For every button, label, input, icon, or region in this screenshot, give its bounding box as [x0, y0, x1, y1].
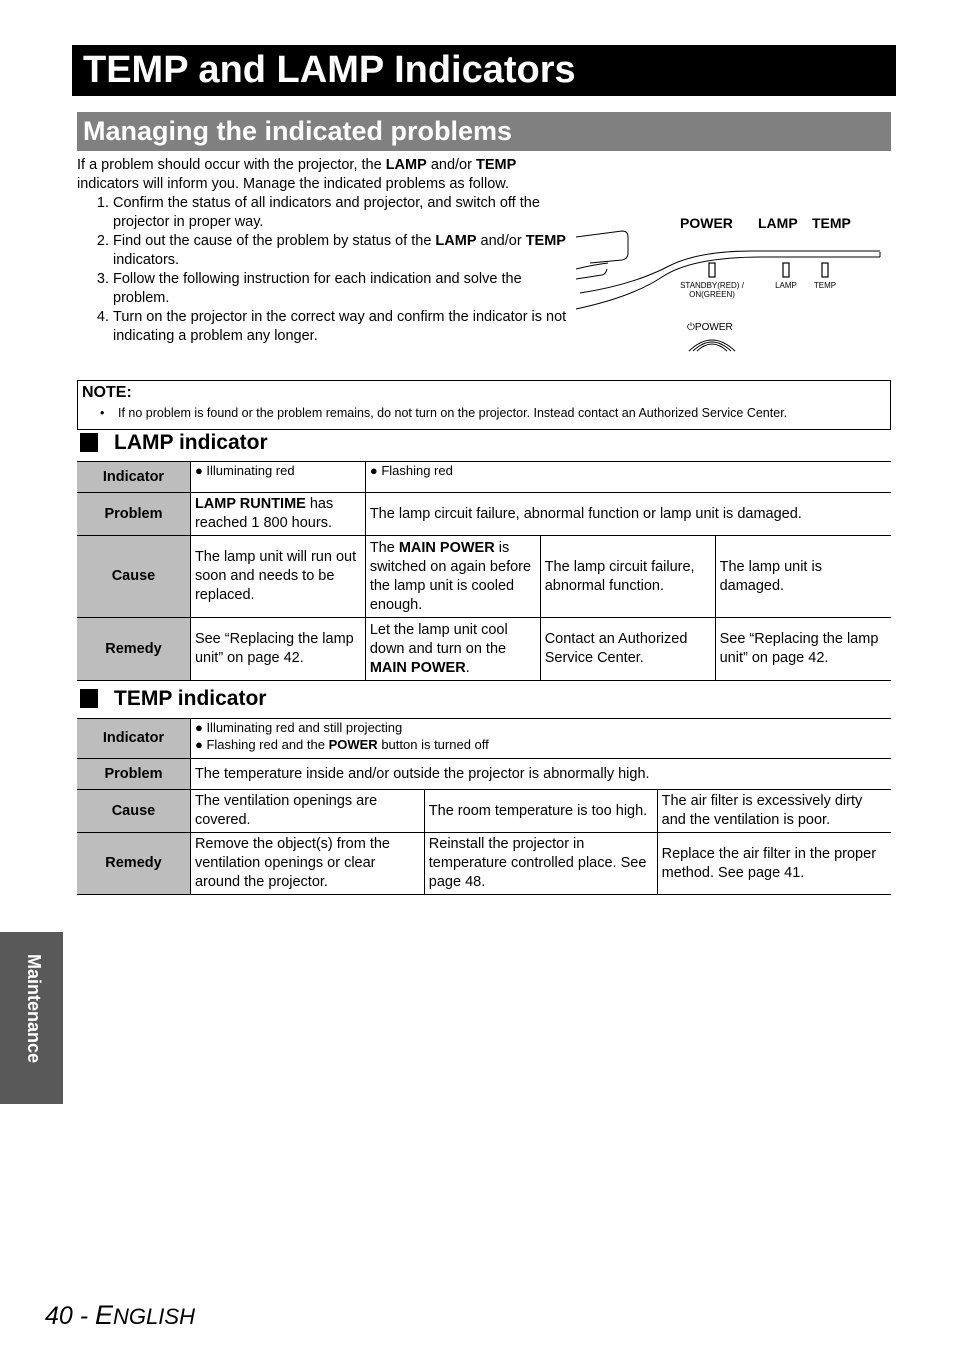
table-cell: The lamp unit will run out soon and needs to be replaced. — [190, 536, 365, 618]
row-header: Indicator — [77, 462, 190, 493]
step-1: 1. Confirm the status of all indicators and projector, and switch off the projector in proper way. — [113, 194, 567, 232]
table-cell: ● Illuminating red and still projecting ● Flashing red and the POWER button is turned off — [190, 719, 891, 759]
section-title: Managing the indicated problems — [83, 116, 513, 146]
page-footer: 40 - ENGLISH — [45, 1300, 195, 1330]
table-row — [77, 462, 891, 493]
steps-list — [77, 194, 567, 346]
title-bar — [72, 45, 896, 96]
side-tab-maintenance[interactable] — [0, 932, 63, 1104]
side-tab-label: Maintenance — [24, 954, 44, 1064]
table-row — [77, 618, 891, 681]
lamp-table — [77, 461, 891, 681]
power-symbol-icon: ⏻ — [687, 322, 695, 333]
table-row — [77, 493, 891, 536]
table-cell: The MAIN POWER is switched on again before the lamp unit is cooled enough. — [365, 536, 540, 618]
note-text: If no problem is found or the problem remains, do not turn on the projector. Instead contact an Authorized Service Center. — [118, 406, 788, 420]
table-cell: The air filter is excessively dirty and the ventilation is poor. — [657, 790, 891, 833]
row-header: Remedy — [77, 618, 190, 681]
bullet-icon: ● — [194, 463, 203, 478]
row-header: Indicator — [77, 719, 190, 759]
page-number: 40 - — [45, 1302, 96, 1330]
temp-table — [77, 718, 891, 895]
row-header: Problem — [77, 759, 190, 790]
table-cell: See “Replacing the lamp unit” on page 42. — [190, 618, 365, 681]
step-4: 4. Turn on the projector in the correct way and confirm the indicator is not indicating a problem any longer. — [113, 308, 567, 346]
lamp-led-icon — [783, 263, 789, 277]
table-cell: The lamp circuit failure, abnormal function. — [540, 536, 715, 618]
table-row — [77, 759, 891, 790]
table-cell: The ventilation openings are covered. — [190, 790, 424, 833]
square-bullet-icon — [80, 433, 98, 452]
bullet-icon: • — [100, 406, 105, 420]
table-cell: ● Flashing red — [365, 462, 891, 493]
power-led-icon — [709, 263, 715, 277]
note-box — [77, 380, 891, 430]
table-cell: Remove the object(s) from the ventilation openings or clear around the projector. — [190, 833, 424, 895]
intro-paragraph: If a problem should occur with the projector, the LAMP and/or TEMP indicators will inform you. Manage the indicated problems as follow. — [77, 157, 517, 192]
table-cell: The lamp unit is damaged. — [715, 536, 891, 618]
step-3: 3. Follow the following instruction for each indication and solve the problem. — [113, 270, 567, 308]
table-cell: LAMP RUNTIME has reached 1 800 hours. — [190, 493, 365, 536]
table-cell: Let the lamp unit cool down and turn on the MAIN POWER. — [365, 618, 540, 681]
page-title: TEMP and LAMP Indicators — [83, 49, 576, 91]
table-cell: The room temperature is too high. — [424, 790, 657, 833]
lamp-small-label: LAMP — [775, 281, 797, 290]
table-cell: Contact an Authorized Service Center. — [540, 618, 715, 681]
temp-indicator-title: TEMP indicator — [114, 687, 267, 710]
lamp-indicator-title: LAMP indicator — [114, 431, 268, 454]
table-row — [77, 833, 891, 895]
standby-small-label: STANDBY(RED) / ON(GREEN) — [680, 281, 744, 299]
note-title: NOTE: — [82, 384, 132, 401]
table-cell: Reinstall the projector in temperature controlled place. See page 48. — [424, 833, 657, 895]
diagram-temp-label: TEMP — [812, 215, 851, 231]
step-2: 2. Find out the cause of the problem by status of the LAMP and/or TEMP indicators. — [113, 232, 567, 270]
table-cell: The temperature inside and/or outside the projector is abnormally high. — [190, 759, 891, 790]
row-header: Cause — [77, 790, 190, 833]
square-bullet-icon — [80, 689, 98, 708]
table-row — [77, 719, 891, 759]
table-cell: Replace the air filter in the proper method. See page 41. — [657, 833, 891, 895]
table-cell: The lamp circuit failure, abnormal function or lamp unit is damaged. — [365, 493, 891, 536]
intro-text — [77, 156, 567, 346]
bullet-icon: ● — [194, 720, 203, 735]
section-bar — [77, 112, 891, 151]
diagram-lamp-label: LAMP — [758, 215, 798, 231]
row-header: Remedy — [77, 833, 190, 895]
temp-led-icon — [822, 263, 828, 277]
bullet-icon: ● — [369, 463, 378, 478]
table-cell: ● Illuminating red — [190, 462, 365, 493]
bullet-icon: ● — [194, 737, 203, 752]
temp-small-label: TEMP — [813, 281, 837, 290]
indicator-panel-diagram — [572, 205, 892, 360]
row-header: Cause — [77, 536, 190, 618]
table-cell: See “Replacing the lamp unit” on page 42. — [715, 618, 891, 681]
table-row — [77, 790, 891, 833]
diagram-power-label: POWER — [680, 215, 733, 231]
note-bullet — [102, 406, 787, 420]
power-button-label: ⏻POWER — [687, 322, 733, 333]
row-header: Problem — [77, 493, 190, 536]
table-row — [77, 536, 891, 618]
